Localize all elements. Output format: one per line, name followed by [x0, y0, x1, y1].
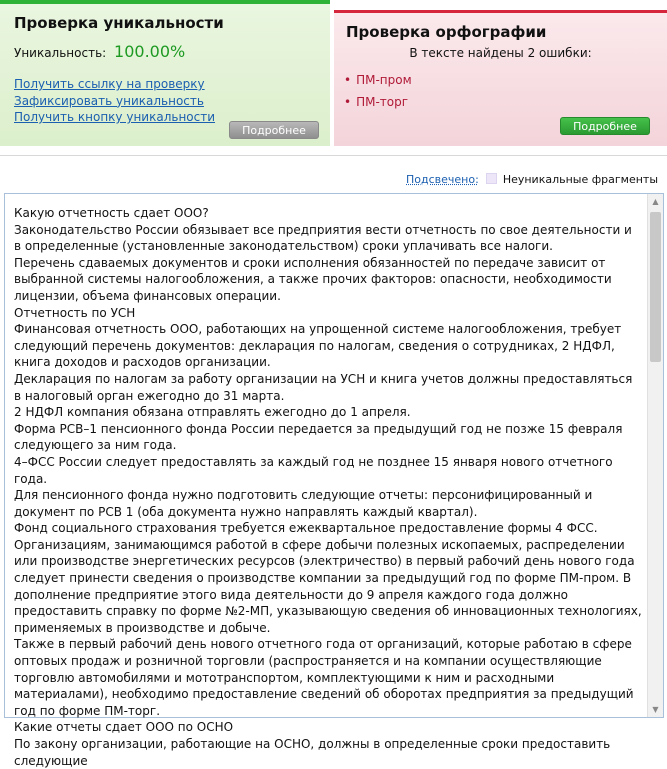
fix-uniqueness-link[interactable]: Зафиксировать уникальность	[14, 93, 204, 108]
checked-text-area[interactable]	[4, 193, 664, 768]
highlighted-link[interactable]: Подсвечено:	[406, 173, 479, 186]
highlight-legend	[406, 173, 658, 186]
text-line: 4–ФСС России следует предоставлять за каждый год не позднее 15 января нового отчетного года.	[14, 454, 613, 486]
spelling-panel	[334, 10, 667, 146]
uniqueness-panel	[0, 0, 330, 146]
text-line: По закону организации, работающие на ОСНО, должны в определенные сроки предоставить следующие	[14, 737, 611, 768]
text-line: Отчетность по УСН	[14, 305, 136, 320]
get-uniqueness-button-link[interactable]: Получить кнопку уникальности	[14, 110, 216, 124]
spelling-found-text: В тексте найдены 2 ошибки:	[409, 46, 592, 60]
spelling-error-item[interactable]: • ПМ-пром	[344, 69, 412, 91]
get-check-link[interactable]: Получить ссылку на проверку	[14, 77, 205, 91]
text-line: Какие отчеты сдает ООО по ОСНО	[14, 720, 234, 735]
text-content	[14, 205, 642, 769]
uniqueness-value: 100.00%	[114, 42, 186, 61]
text-line: Какую отчетность сдает ООО?	[14, 206, 209, 220]
panels-divider	[0, 146, 667, 156]
spelling-errors-list	[344, 69, 412, 113]
spelling-error-item[interactable]: • ПМ-торг	[344, 91, 412, 113]
spelling-title: Проверка орфографии	[346, 23, 547, 41]
scroll-up-arrow-icon[interactable]: ▲	[652, 197, 659, 206]
text-line: Форма РСВ–1 пенсионного фонда России передается за предыдущий год не позже 15 февраля следующего за ним года.	[14, 421, 623, 453]
scroll-down-arrow-icon[interactable]: ▼	[652, 705, 659, 714]
text-line: Перечень сдаваемых документов и сроки исполнения обязанностей по передаче зависит от выбранной системы налогообложения, а также прочих факторов: опасности, необходимости лицензии, объема финансовых операции.	[14, 255, 612, 303]
text-line: Финансовая отчетность ООО, работающих на упрощенной системе налогообложения, требует следующий перечень документов: декларация по налогам, сведения о сотрудниках, 2 НДФЛ, книга доходов и расходов организации.	[14, 322, 622, 370]
scroll-thumb[interactable]	[650, 212, 661, 362]
non-unique-label: Неуникальные фрагменты	[502, 173, 658, 186]
text-line: Также в первый рабочий день нового отчетного года от организаций, которые работаю в сфере оптовых продаж и розничной торговли (распространяется и на компании осуществляющие торговлю автомобилями и мототранспортом, комплектующими к ним и расходными материалами), необходимо предоставление сведений об оборотах предприятия за предыдущий год по форме ПМ-торг.	[14, 637, 634, 718]
uniqueness-title: Проверка уникальности	[14, 14, 224, 32]
text-scrollbar[interactable]	[647, 194, 663, 717]
uniqueness-links	[14, 76, 215, 126]
uniqueness-more-button[interactable]: Подробнее	[229, 121, 319, 139]
text-line: Законодательство России обязывает все предприятия вести отчетность по свое деятельности и в определенные (установленные законодательством) сроки уплачивать все налоги.	[14, 222, 632, 254]
text-line: 2 НДФЛ компания обязана отправлять ежегодно до 1 апреля.	[14, 405, 411, 420]
text-line: Фонд социального страхования требуется ежеквартальное предоставление формы 4 ФСС.	[14, 521, 598, 536]
non-unique-swatch	[486, 173, 497, 184]
uniqueness-label: Уникальность:	[14, 46, 107, 60]
text-line: Для пенсионного фонда нужно подготовить следующие отчеты: персонифицированный и документ по РСВ 1 (оба документа нужно направлять каждый квартал).	[14, 488, 593, 519]
text-line: Организациям, занимающимся работой в сфере добычи полезных ископаемых, распределении или производстве энергетических ресурсов (электричество) в первый рабочий день нового года следует принести сведения о производстве компании за предыдущий год по форме ПМ-пром. В дополнение предприятие этого вида деятельности до 9 апреля каждого года должно предоставить справку по форме №2-МП, указывающую сведения об инновационных технологиях, применяемых в производстве и добыче.	[14, 537, 642, 635]
text-line: Декларация по налогам за работу организации на УСН и книга учетов должны предоставляться в налоговый орган ежегодно до 31 марта.	[14, 371, 633, 403]
spelling-more-button[interactable]: Подробнее	[560, 117, 650, 135]
uniqueness-row	[14, 42, 185, 61]
